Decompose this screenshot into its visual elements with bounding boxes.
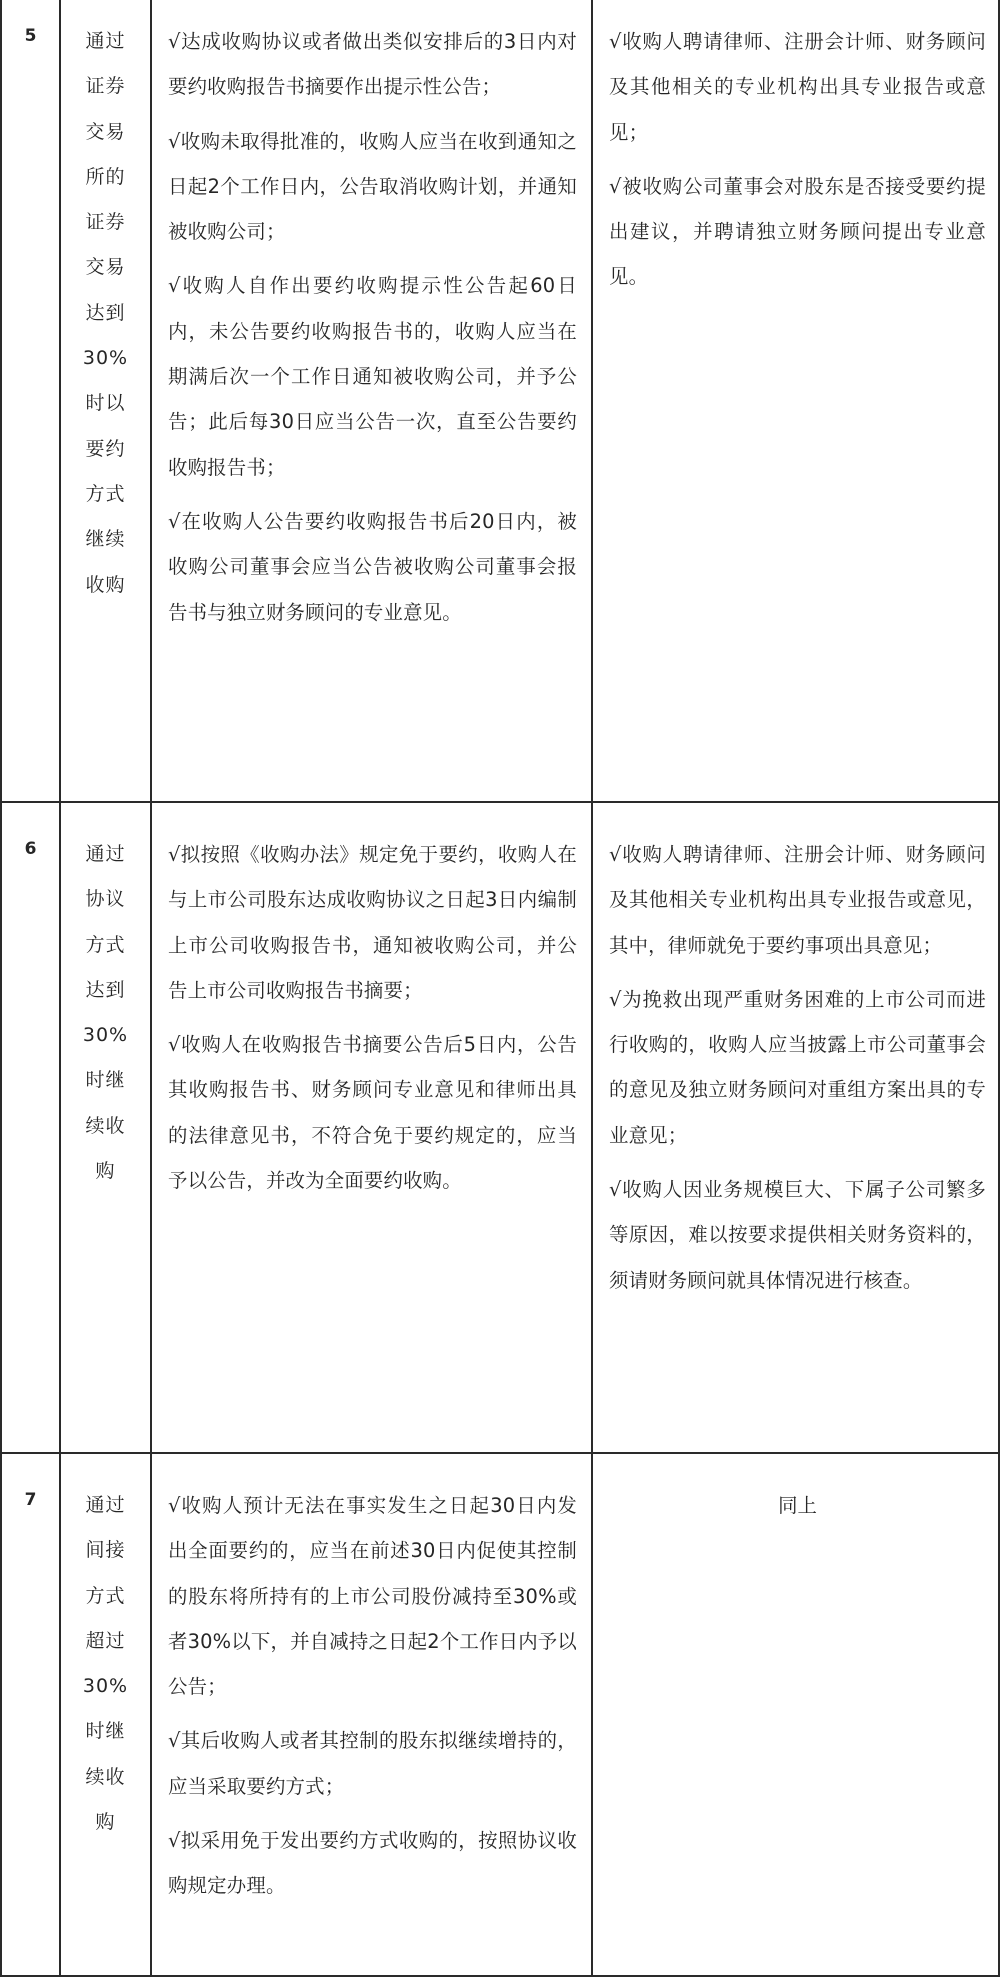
type-line: 方式 <box>85 1584 126 1607</box>
row-number-text: 6 <box>24 839 37 859</box>
timing-item: √收购人在收购报告书摘要公告后5日内，公告其收购报告书、财务顾问专业意见和律师出具的法律意见书，不符合免于要约规定的，应当予以公告，并改为全面要约收购。 <box>168 1033 577 1193</box>
disclosure-timing-cell <box>151 802 592 1453</box>
type-line: 要约 <box>85 437 126 460</box>
table-row-7 <box>1 1453 999 1976</box>
document-item: √收购人聘请律师、注册会计师、财务顾问及其他相关的专业机构出具专业报告或意见； <box>609 30 986 144</box>
timing-item: √拟采用免于发出要约方式收购的，按照协议收购规定办理。 <box>168 1829 577 1898</box>
type-line: 通过 <box>85 30 126 52</box>
table-row-5 <box>1 0 999 802</box>
document-item: √被收购公司董事会对股东是否接受要约提出建议，并聘请独立财务顾问提出专业意见。 <box>609 174 986 289</box>
type-line: 30% <box>82 1024 129 1047</box>
timing-item: √拟按照《收购办法》规定免于要约，收购人在与上市公司股东达成收购协议之日起3日内编制上市公司收购报告书，通知被收购公司，并公告上市公司收购报告书摘要； <box>168 843 577 1002</box>
row-number <box>1 0 60 802</box>
type-line: 时继 <box>85 1069 126 1092</box>
acquisition-type-cell <box>60 1453 151 1976</box>
supporting-documents-cell <box>592 0 999 802</box>
acquisition-type-cell <box>60 802 151 1453</box>
timing-item: √在收购人公告要约收购报告书后20日内，被收购公司董事会应当公告被收购公司董事会报告书与独立财务顾问的专业意见。 <box>168 509 577 624</box>
supporting-documents-cell <box>592 1453 999 1976</box>
row-number <box>1 1453 60 1976</box>
document-item: √收购人聘请律师、注册会计师、财务顾问及其他相关专业机构出具专业报告或意见，其中，律师就免于要约事项出具意见； <box>609 843 986 957</box>
type-line: 购 <box>95 1160 116 1183</box>
type-line: 方式 <box>85 933 126 956</box>
disclosure-timing-cell <box>151 0 592 802</box>
document-item: √为挽救出现严重财务困难的上市公司而进行收购的，收购人应当披露上市公司董事会的意见及独立财务顾问对重组方案出具的专业意见； <box>609 987 986 1147</box>
timing-item: √收购人预计无法在事实发生之日起30日内发出全面要约的，应当在前述30日内促使其控制的股东将所持有的上市公司股份减持至30%或者30%以下，并自减持之日起2个工作日内予以公告； <box>168 1494 577 1699</box>
acquisition-type-cell <box>60 0 151 802</box>
type-line: 通过 <box>85 843 126 865</box>
type-line: 30% <box>82 347 129 370</box>
type-line: 时继 <box>85 1720 126 1743</box>
supporting-documents-cell <box>592 802 999 1453</box>
type-line: 达到 <box>85 978 126 1001</box>
row-number <box>1 802 60 1453</box>
type-line: 交易 <box>85 256 126 279</box>
type-line: 达到 <box>85 301 126 324</box>
type-line: 证券 <box>85 211 126 234</box>
type-line: 证券 <box>85 75 126 98</box>
type-line: 协议 <box>85 888 126 911</box>
type-line: 收购 <box>85 573 126 596</box>
table-row-6 <box>1 802 999 1453</box>
type-line: 购 <box>95 1811 116 1834</box>
row-number-text: 5 <box>24 26 37 46</box>
type-line: 交易 <box>85 120 126 143</box>
timing-item: √其后收购人或者其控制的股东拟继续增持的，应当采取要约方式； <box>168 1729 577 1798</box>
same-as-above-text: 同上 <box>778 1494 817 1517</box>
type-line: 30% <box>82 1675 129 1698</box>
type-line: 时以 <box>85 392 126 415</box>
type-line: 通过 <box>85 1494 126 1516</box>
timing-item: √达成收购协议或者做出类似安排后的3日内对要约收购报告书摘要作出提示性公告； <box>168 30 577 99</box>
type-line: 所的 <box>85 165 126 188</box>
document-item: √收购人因业务规模巨大、下属子公司繁多等原因，难以按要求提供相关财务资料的，须请财务顾问就具体情况进行核查。 <box>609 1178 986 1292</box>
disclosure-timing-cell <box>151 1453 592 1976</box>
timing-item: √收购未取得批准的，收购人应当在收到通知之日起2个工作日内，公告取消收购计划，并通知被收购公司； <box>168 129 577 244</box>
type-line: 续收 <box>85 1765 126 1788</box>
timing-item: √收购人自作出要约收购提示性公告起60日内，未公告要约收购报告书的，收购人应当在期满后次一个工作日通知被收购公司，并予公告；此后每30日应当公告一次，直至公告要约收购报告书； <box>168 274 577 479</box>
type-line: 间接 <box>85 1539 126 1562</box>
type-line: 续收 <box>85 1114 126 1137</box>
type-line: 超过 <box>85 1629 126 1652</box>
type-line: 方式 <box>85 482 126 505</box>
row-number-text: 7 <box>24 1490 37 1510</box>
type-line: 继续 <box>85 528 126 551</box>
